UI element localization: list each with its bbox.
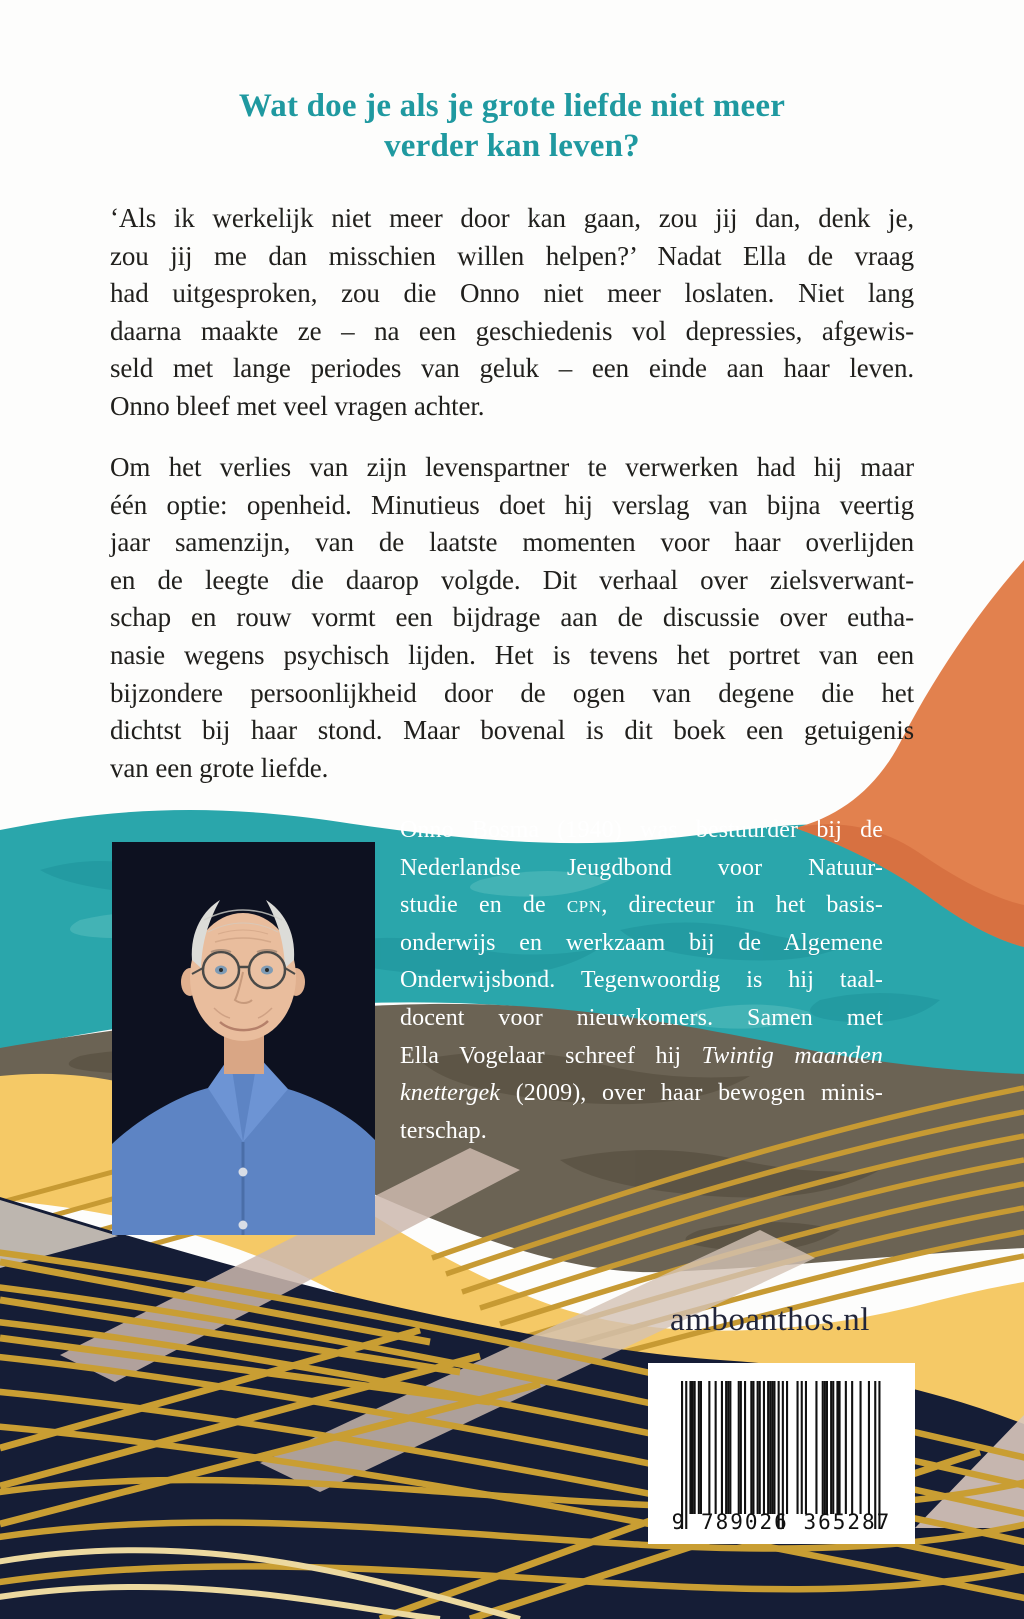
author-photo bbox=[112, 842, 375, 1235]
bio-text: (2009), over haar bewogen minis- bbox=[500, 1080, 883, 1107]
bio-line: onderwijs en werkzaam bij de Algemene bbox=[400, 929, 883, 956]
bio-line bbox=[400, 1075, 883, 1113]
author-bio bbox=[400, 812, 883, 1150]
blurb-line: ‘Als ik werkelijk niet meer door kan gaan, zou jij dan, denk je, bbox=[110, 203, 914, 233]
bio-line: Nederlandse Jeugdbond voor Natuur- bbox=[400, 854, 883, 881]
bio-text: , directeur in het basis- bbox=[601, 892, 883, 919]
bio-smallcaps: cpn bbox=[566, 892, 602, 919]
blurb-line: en de leegte die daarop volgde. Dit verhaal over zielsverwant- bbox=[110, 564, 914, 595]
blurb-line: één optie: openheid. Minutieus doet hij verslag van bijna veertig bbox=[110, 489, 914, 520]
bio-text: studie en de bbox=[400, 892, 567, 919]
barcode-digits: 9 789026 365287 bbox=[671, 1510, 892, 1534]
blurb-line: dichtst bij haar stond. Maar bovenal is dit boek een getuigenis bbox=[110, 715, 914, 746]
blurb-paragraph-2 bbox=[110, 449, 914, 787]
bio-line: terschap. bbox=[400, 1117, 487, 1144]
blurb-line: nasie wegens psychisch lijden. Het is tevens het portret van een bbox=[110, 639, 914, 670]
tagline-line1: Wat doe je als je grote liefde niet meer bbox=[238, 88, 786, 124]
blurb-line: daarna maakte ze – na een geschiedenis vol depressies, afgewis- bbox=[110, 315, 914, 346]
blurb-line: zou jij me dan misschien willen helpen?’ Nadat Ella de vraag bbox=[110, 240, 914, 271]
bio-line: docent voor nieuwkomers. Samen met bbox=[400, 1004, 883, 1031]
blurb-paragraph-1 bbox=[110, 200, 914, 426]
blurb-line: Onno bleef met veel vragen achter. bbox=[110, 390, 485, 421]
blurb-line: van een grote liefde. bbox=[110, 752, 329, 783]
tagline-line2: verder kan leven? bbox=[384, 128, 640, 164]
blurb-line: seld met lange periodes van geluk – een einde aan haar leven. bbox=[110, 353, 914, 384]
barcode-bars bbox=[681, 1381, 881, 1531]
bio-line: Onno Bosma (1940) was bestuurder bij de bbox=[400, 817, 883, 843]
publisher-website: amboanthos.nl bbox=[670, 1302, 870, 1338]
bio-text: Ella Vogelaar schreef hij bbox=[400, 1042, 702, 1069]
blurb-line: Om het verlies van zijn levenspartner te verwerken had hij maar bbox=[110, 452, 914, 482]
bio-line bbox=[400, 887, 883, 925]
bio-line: Onderwijsbond. Tegenwoordig is hij taal- bbox=[400, 967, 883, 994]
bio-line bbox=[400, 1038, 883, 1076]
blurb-line: schap en rouw vormt een bijdrage aan de discussie over eutha- bbox=[110, 602, 914, 633]
blurb-line: had uitgesproken, zou die Onno niet meer loslaten. Niet lang bbox=[110, 278, 914, 309]
tagline bbox=[0, 86, 1024, 166]
blurb-line: bijzondere persoonlijkheid door de ogen van degene die het bbox=[110, 677, 914, 708]
barcode bbox=[648, 1363, 915, 1544]
bio-book-title: Twintig maanden bbox=[701, 1042, 883, 1069]
bio-book-title: knettergek bbox=[400, 1080, 501, 1107]
blurb-line: jaar samenzijn, van de laatste momenten voor haar overlijden bbox=[110, 527, 914, 558]
